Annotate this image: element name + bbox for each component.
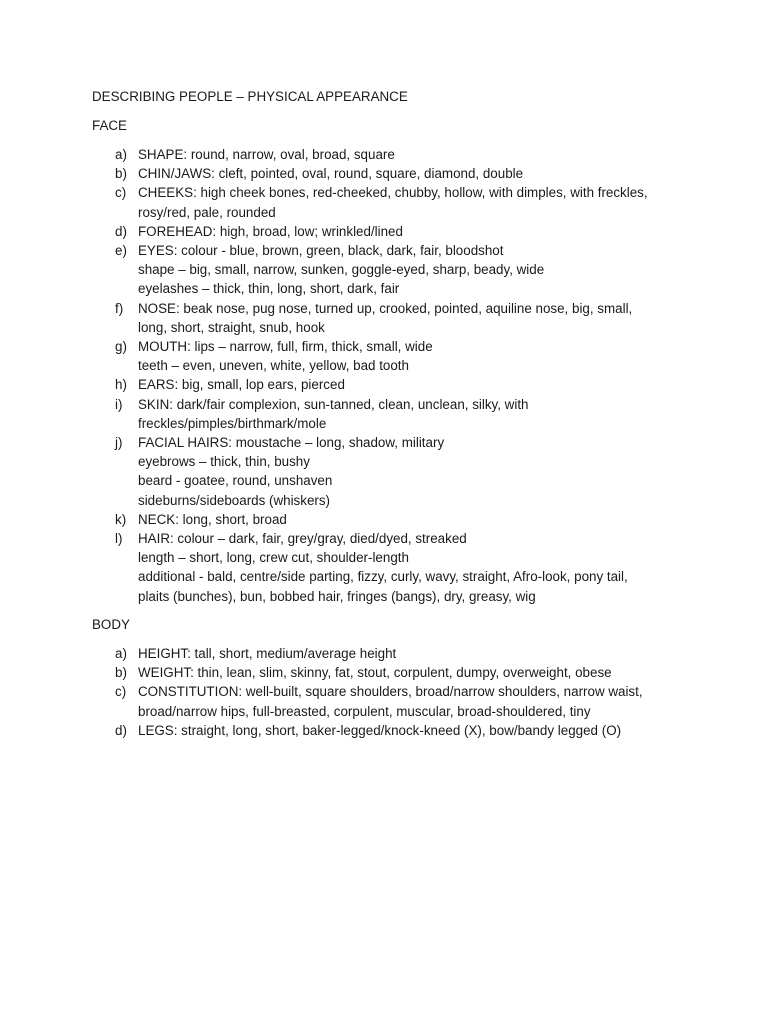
list-item-line: beard - goatee, round, unshaven [138,473,333,489]
list-item [0,183,648,221]
list-marker: c) [115,684,127,700]
list-item [0,299,648,337]
list-item-line: SHAPE: round, narrow, oval, broad, square [138,147,395,162]
list-marker: f) [115,300,124,316]
list-item-line: plaits (bunches), bun, bobbed hair, fringes (bangs), dry, greasy, wig [138,588,536,604]
list-marker: a) [115,147,127,162]
list-item-line: SKIN: dark/fair complexion, sun-tanned, clean, unclean, silky, with [138,396,529,412]
list-marker: d) [115,722,127,738]
list-marker: e) [115,243,127,259]
list-marker: k) [115,511,127,527]
list-marker: c) [115,185,127,201]
list-item [0,164,648,183]
list-item-line: HEIGHT: tall, short, medium/average height [138,646,397,661]
list-item [0,663,643,682]
body-list [0,644,643,740]
page-title: DESCRIBING PEOPLE – PHYSICAL APPEARANCE [92,89,408,104]
list-marker: j) [115,435,123,451]
list-item-line: eyebrows – thick, thin, bushy [138,454,310,470]
list-item [0,222,648,241]
list-item-line: MOUTH: lips – narrow, full, firm, thick, small, wide [138,339,433,355]
list-marker: l) [115,531,123,547]
list-item [0,375,648,394]
list-item [0,145,648,164]
list-item-line: FACIAL HAIRS: moustache – long, shadow, military [138,435,445,451]
list-item [0,510,648,529]
list-item-line: length – short, long, crew cut, shoulder-length [138,550,409,566]
list-item-line: sideburns/sideboards (whiskers) [138,492,331,508]
section-heading-body: BODY [92,617,130,632]
list-item-line: LEGS: straight, long, short, baker-legged/knock-kneed (X), bow/bandy legged (O) [138,722,622,738]
list-item-line: broad/narrow hips, full-breasted, corpulent, muscular, broad-shouldered, tiny [138,703,591,719]
list-item-line: NOSE: beak nose, pug nose, turned up, crooked, pointed, aquiline nose, big, small, [138,300,633,316]
list-item-line: EARS: big, small, lop ears, pierced [138,377,345,393]
list-item [0,241,648,299]
list-item-line: additional - bald, centre/side parting, fizzy, curly, wavy, straight, Afro-look, pony tail, [138,569,628,585]
list-item-line: HAIR: colour – dark, fair, grey/gray, died/dyed, streaked [138,531,467,547]
list-marker: b) [115,665,127,681]
list-item [0,529,648,606]
list-item-line: CONSTITUTION: well-built, square shoulders, broad/narrow shoulders, narrow waist, [138,684,643,700]
list-item [0,395,648,433]
list-item-line: WEIGHT: thin, lean, slim, skinny, fat, stout, corpulent, dumpy, overweight, obese [138,665,612,681]
list-item [0,682,643,720]
face-list [0,145,648,606]
list-item-line: EYES: colour - blue, brown, green, black, dark, fair, bloodshot [138,243,504,259]
section-heading-face: FACE [92,118,127,133]
list-item [0,337,648,375]
list-marker: i) [115,396,123,412]
list-marker: a) [115,646,127,661]
list-item-line: shape – big, small, narrow, sunken, goggle-eyed, sharp, beady, wide [138,262,545,278]
list-item-line: FOREHEAD: high, broad, low; wrinkled/lined [138,223,403,239]
list-item [0,721,643,740]
list-item-line: eyelashes – thick, thin, long, short, dark, fair [138,281,400,297]
list-marker: b) [115,166,127,182]
list-marker: d) [115,223,127,239]
list-marker: h) [115,377,127,393]
list-item-line: CHIN/JAWS: cleft, pointed, oval, round, square, diamond, double [138,166,524,182]
list-item-line: freckles/pimples/birthmark/mole [138,415,327,431]
list-item-line: CHEEKS: high cheek bones, red-cheeked, chubby, hollow, with dimples, with freckles, [138,185,648,201]
list-item [0,433,648,510]
list-item-line: NECK: long, short, broad [138,511,287,527]
list-item-line: teeth – even, uneven, white, yellow, bad tooth [138,358,409,374]
list-item-line: rosy/red, pale, rounded [138,204,276,220]
list-item [0,644,643,663]
list-marker: g) [115,339,127,355]
list-item-line: long, short, straight, snub, hook [138,319,325,335]
